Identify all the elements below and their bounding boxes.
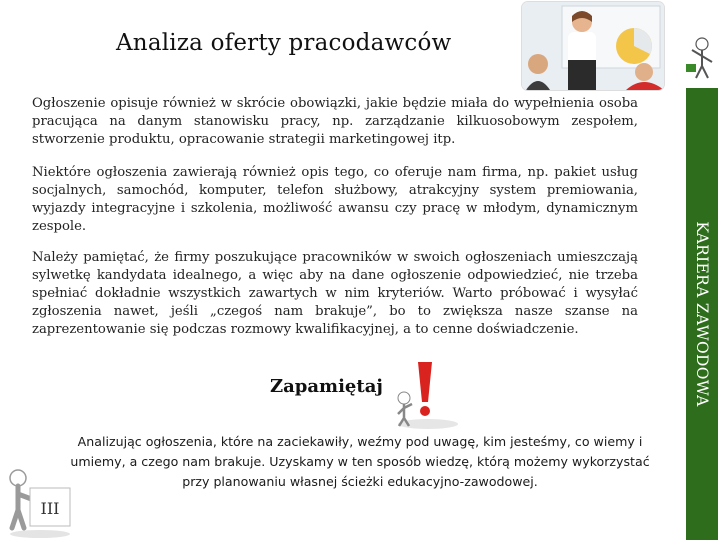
figure-with-board-icon [4, 466, 74, 538]
page-title: Analiza oferty pracodawców [116, 30, 452, 56]
paragraph-duties: Ogłoszenie opisuje również w skrócie obowiązki, jakie będzie miała do wypełnienia osoba pracująca na danym stanowisku pracy, np. zarządzanie kilkuosobowym zespołem, stworzenie produktu, opracowanie strategii marketingowej itp. [32, 96, 638, 147]
sidebar-label: KARIERA ZAWODOWA [693, 221, 711, 407]
paragraph-benefits: Niektóre ogłoszenia zawierają również opis tego, co oferuje nam firma, np. pakiet usług socjalnych, samochód, komputer, telefon służbowy, atrakcyjny system premiowania, wyjazdy integracyjne i szkolenia, możliwość awansu czy pracę w młodym, dynamicznym zespole. [32, 165, 638, 234]
board-label: III [40, 499, 60, 518]
exclamation-figure-icon [390, 358, 470, 430]
stick-figure-icon [680, 34, 720, 80]
summary-text: Analizując ogłoszenia, które na zaciekawiły, weźmy pod uwagę, kim jesteśmy, co wiemy i umiemy, a czego nam brakuje. Uzyskamy w ten sposób wiedzę, którą możemy wykorzystać przy planowaniu własnej ścieżki edukacyjno-zawodowej. [70, 434, 650, 489]
remember-heading: Zapamiętaj [270, 376, 383, 397]
presentation-photo [522, 2, 664, 90]
paragraph-ideal-candidate: Należy pamiętać, że firmy poszukujące pracowników w swoich ogłoszeniach umieszczają sylwetkę kandydata idealnego, a więc aby na dane ogłoszenie odpowiedzieć, nie trzeba spełniać dokładnie wszystkich zawartych w nim kryteriów. Warto próbować i wysyłać zgłoszenia nawet, jeśli „czegoś nam brakuje”, bo to zwiększa nasze szanse na zaprezentowanie się podczas rozmowy kwalifikacyjnej, a to cenne doświadczenie. [32, 250, 638, 337]
